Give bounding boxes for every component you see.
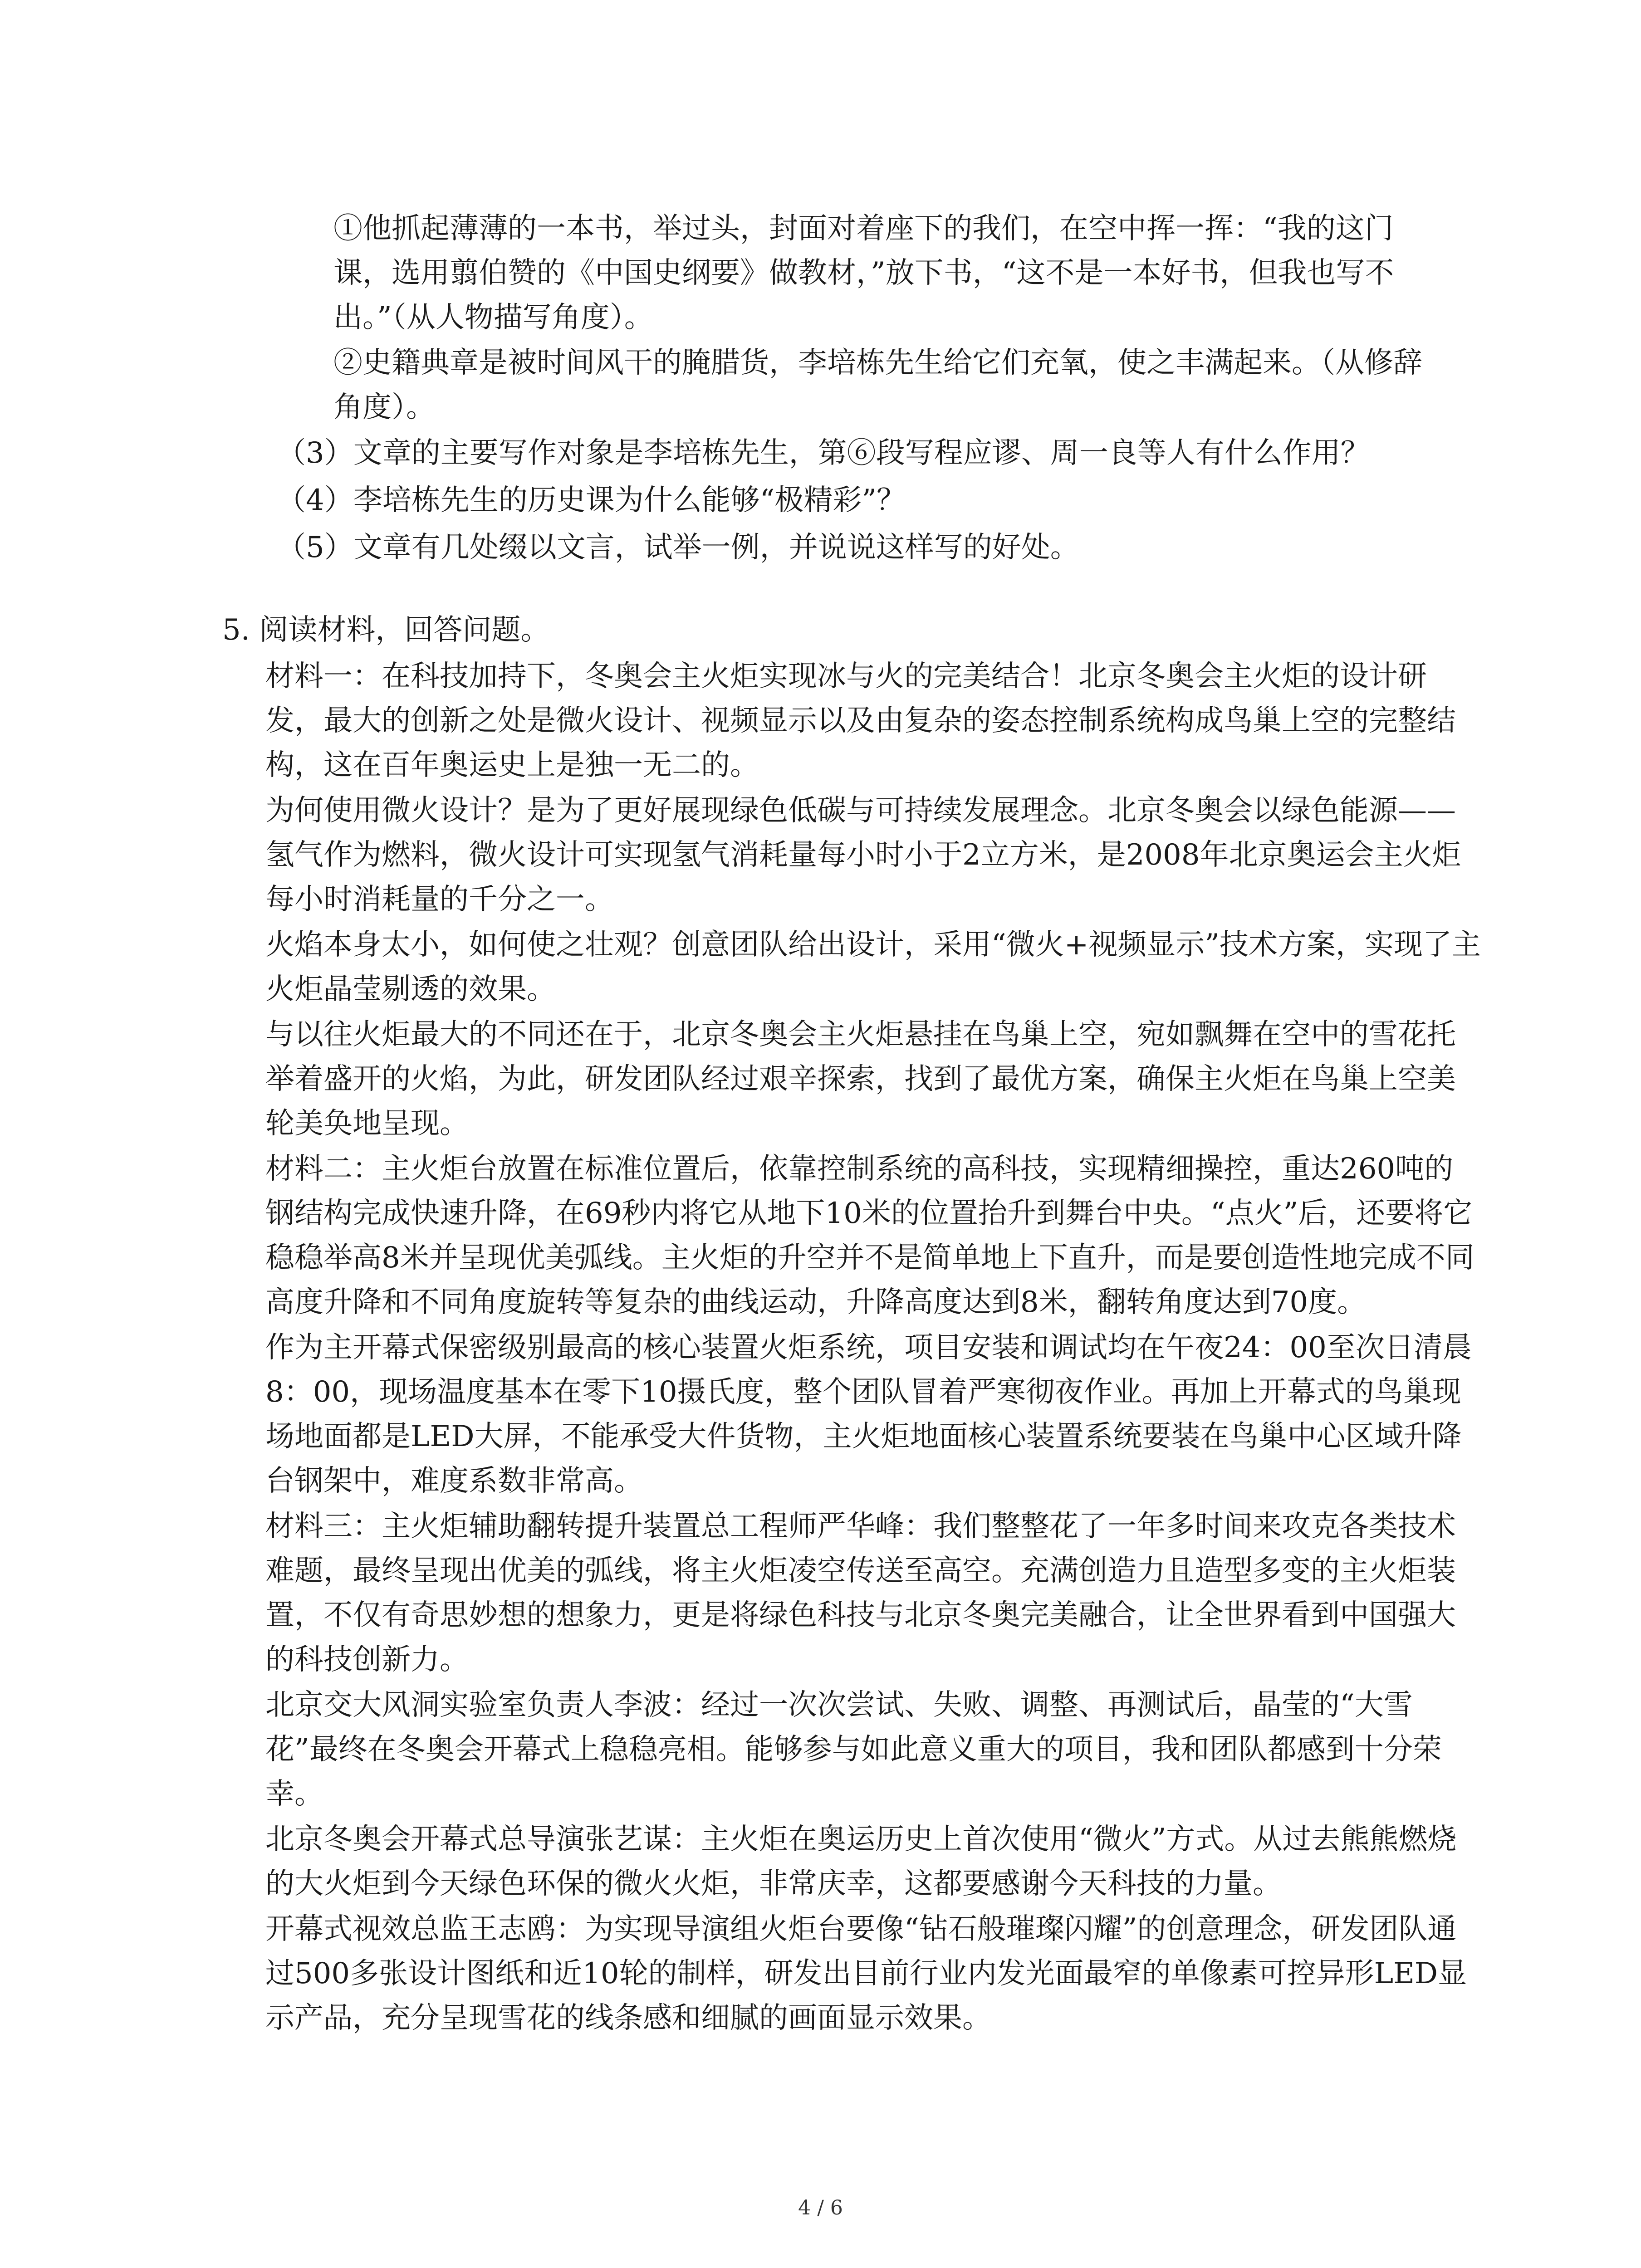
- material-paragraph: 北京冬奥会开幕式总导演张艺谋：主火炬在奥运历史上首次使用“微火”方式。从过去熊熊燃烧的大火炬到今天绿色环保的微火火炬，非常庆幸，这都要感谢今天科技的力量。: [265, 1823, 1457, 1901]
- example-item-1: ①他抓起薄薄的一本书，举过头，封面对着座下的我们，在空中挥一挥：“我的这门课，选用翦伯赞的《中国史纲要》做教材，”放下书，“这不是一本好书，但我也写不出。”（从人物描写角度）。: [333, 212, 1394, 334]
- question-5: [222, 608, 1493, 2041]
- material-paragraph: 为何使用微火设计？是为了更好展现绿色低碳与可持续发展理念。北京冬奥会以绿色能源——氢气作为燃料，微火设计可实现氢气消耗量每小时小于2立方米，是2008年北京奥运会主火炬每小时消耗量的千分之一。: [265, 794, 1461, 916]
- question-5-materials: [265, 654, 1481, 2040]
- material-paragraph: 材料一：在科技加持下，冬奥会主火炬实现冰与火的完美结合！北京冬奥会主火炬的设计研发，最大的创新之处是微火设计、视频显示以及由复杂的姿态控制系统构成鸟巢上空的完整结构，这在百年奥运史上是独一无二的。: [265, 660, 1456, 782]
- question-4-subquestions: [277, 431, 1456, 572]
- material-paragraph: 北京交大风洞实验室负责人李波：经过一次次尝试、失败、调整、再测试后，晶莹的“大雪花”最终在冬奥会开幕式上稳稳亮相。能够参与如此意义重大的项目，我和团队都感到十分荣幸。: [265, 1688, 1442, 1811]
- material-paragraph: 作为主开幕式保密级别最高的核心装置火炬系统，项目安装和调试均在午夜24：00至次日清晨8：00，现场温度基本在零下10摄氏度，整个团队冒着严寒彻夜作业。再加上开幕式的鸟巢现场地面都是LED大屏，不能承受大件货物，主火炬地面核心装置系统要装在鸟巢中心区域升降台钢架中，难度系数非常高。: [265, 1331, 1472, 1498]
- material-paragraph: 材料二：主火炬台放置在标准位置后，依靠控制系统的高科技，实现精细操控，重达260吨的钢结构完成快速升降，在69秒内将它从地下10米的位置抬升到舞台中央。“点火”后，还要将它稳稳举高8米并呈现优美弧线。主火炬的升空并不是简单地上下直升，而是要创造性地完成不同高度升降和不同角度旋转等复杂的曲线运动，升降高度达到8米，翻转角度达到70度。: [265, 1152, 1474, 1319]
- subquestion-3: （3）文章的主要写作对象是李培栋先生，第⑥段写程应谬、周一良等人有什么作用？: [277, 436, 1370, 470]
- question-4-examples: [333, 206, 1431, 430]
- subquestion-4: （4）李培栋先生的历史课为什么能够“极精彩”？: [277, 484, 906, 517]
- question-5-heading: 5. 阅读材料，回答问题。: [222, 613, 550, 647]
- subquestion-5: （5）文章有几处缀以文言，试举一例，并说说这样写的好处。: [277, 531, 1079, 564]
- material-paragraph: 火焰本身太小，如何使之壮观？创意团队给出设计，采用“微火+视频显示”技术方案，实现了主火炬晶莹剔透的效果。: [265, 928, 1481, 1006]
- material-paragraph: 材料三：主火炬辅助翻转提升装置总工程师严华峰：我们整整花了一年多时间来攻克各类技术难题，最终呈现出优美的弧线，将主火炬凌空传送至高空。充满创造力且造型多变的主火炬装置，不仅有奇思妙想的想象力，更是将绿色科技与北京冬奥完美融合，让全世界看到中国强大的科技创新力。: [265, 1510, 1456, 1677]
- material-paragraph: 开幕式视效总监王志鸥：为实现导演组火炬台要像“钻石般璀璨闪耀”的创意理念，研发团队通过500多张设计图纸和近10轮的制样，研发出目前行业内发光面最窄的单像素可控异形LED显示产品，充分呈现雪花的线条感和细腻的画面显示效果。: [265, 1912, 1467, 2035]
- example-item-2: ②史籍典章是被时间风干的腌腊货，李培栋先生给它们充氧，使之丰满起来。（从修辞角度）。: [333, 346, 1422, 424]
- page-number: 4 / 6: [798, 2196, 843, 2219]
- material-paragraph: 与以往火炬最大的不同还在于，北京冬奥会主火炬悬挂在鸟巢上空，宛如飘舞在空中的雪花托举着盛开的火焰，为此，研发团队经过艰辛探索，找到了最优方案，确保主火炬在鸟巢上空美轮美奂地呈现。: [265, 1018, 1456, 1140]
